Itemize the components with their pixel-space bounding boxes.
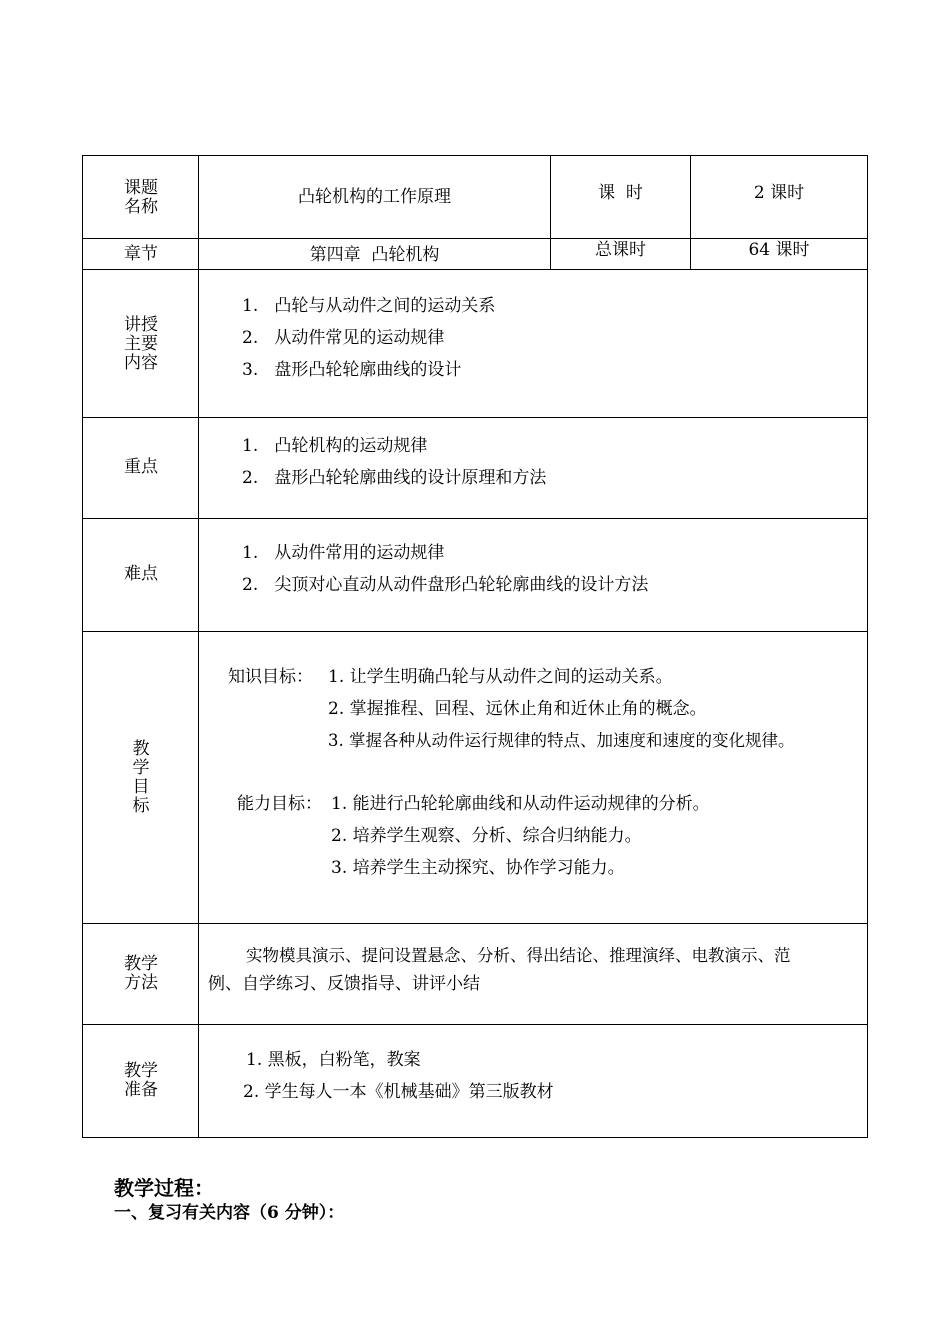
key-points-label: 重点 — [124, 457, 158, 477]
ability-goal-item: 1. 能进行凸轮轮廓曲线和从动件运动规律的分析。 — [331, 794, 710, 814]
key-point-item: 1. 凸轮机构的运动规律 — [242, 436, 428, 456]
difficulty-item: 2. 尖顶对心直动从动件盘形凸轮轮廓曲线的设计方法 — [242, 575, 649, 595]
ability-goal-label: 能力目标： — [237, 794, 322, 814]
total-hours-value: 64 课时 — [748, 240, 810, 260]
prep-item: 1. 黑板，白粉笔，教案 — [246, 1050, 421, 1070]
main-content-item: 3. 盘形凸轮轮廓曲线的设计 — [242, 360, 462, 380]
knowledge-goal-label: 知识目标： — [228, 667, 313, 687]
chapter-label: 章节 — [124, 244, 158, 264]
method-label: 教学 方法 — [124, 954, 158, 993]
ability-goal-item: 2. 培养学生观察、分析、综合归纳能力。 — [331, 826, 642, 846]
goals-label: 教 学 目 标 — [132, 739, 150, 816]
main-content-label: 讲授 主要 内容 — [124, 315, 158, 373]
prep-item: 2. 学生每人一本《机械基础》第三版教材 — [243, 1082, 554, 1102]
hours-label: 课 时 — [598, 183, 643, 203]
section-title: 教学过程： — [114, 1176, 214, 1200]
main-content-item: 2. 从动件常见的运动规律 — [242, 328, 445, 348]
prep-label: 教学 准备 — [124, 1061, 158, 1100]
difficulty-item: 1. 从动件常用的运动规律 — [242, 543, 445, 563]
hours-value: 2 课时 — [753, 183, 805, 203]
knowledge-goal-item: 2. 掌握推程、回程、远休止角和近休止角的概念。 — [328, 699, 707, 719]
difficulties-label: 难点 — [124, 564, 158, 584]
knowledge-goal-item: 3. 掌握各种从动件运行规律的特点、加速度和速度的变化规律。 — [328, 731, 795, 750]
method-line: 实物模具演示、提问设置悬念、分析、得出结论、推理演绎、电教演示、范 — [246, 946, 791, 965]
method-line: 例、自学练习、反馈指导、讲评小结 — [208, 974, 480, 994]
subsection-title: 一、复习有关内容（6 分钟）： — [114, 1203, 345, 1223]
key-point-item: 2. 盘形凸轮轮廓曲线的设计原理和方法 — [242, 468, 547, 488]
total-hours-label: 总课时 — [595, 240, 646, 260]
topic-label: 课题 名称 — [124, 178, 158, 217]
knowledge-goal-item: 1. 让学生明确凸轮与从动件之间的运动关系。 — [328, 667, 673, 687]
topic-value: 凸轮机构的工作原理 — [298, 187, 451, 207]
main-content-item: 1. 凸轮与从动件之间的运动关系 — [242, 296, 496, 316]
ability-goal-item: 3. 培养学生主动探究、协作学习能力。 — [331, 858, 625, 878]
chapter-value: 第四章 凸轮机构 — [309, 245, 440, 265]
